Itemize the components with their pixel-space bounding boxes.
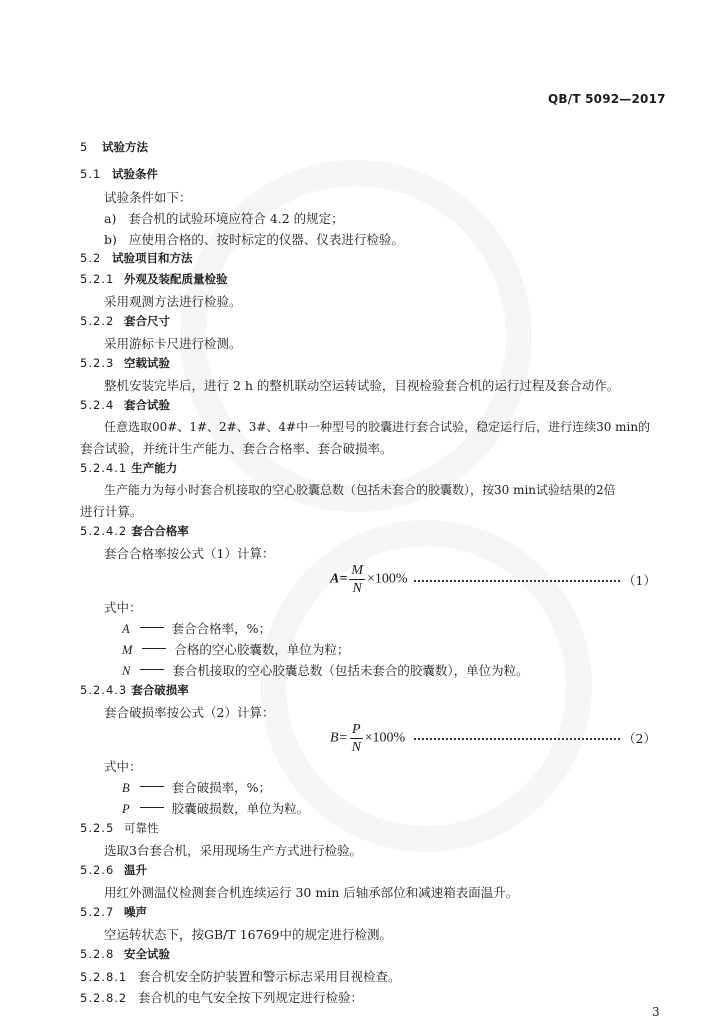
variable-definition: B 套合破损率，%； [122,780,272,795]
formula-number: （2） [623,731,656,746]
clause-5-2-8-2: 5.2.8.2 套合机的电气安全按下列规定进行检验： [80,990,364,1005]
page-number: 3 [652,1005,660,1019]
heading-5-2-5: 5.2.5 可靠性 [80,821,159,835]
variable-definition: P 胶囊破损数，单位为粒。 [122,801,310,816]
where-label: 式中： [104,600,142,615]
paragraph: 进行计算。 [80,504,143,519]
paragraph: 选取3台套合机，采用现场生产方式进行检验。 [104,843,362,858]
heading-5-2-6: 5.2.6 温升 [80,863,147,877]
heading-5-2-1: 5.2.1 外观及装配质量检验 [80,272,228,286]
heading-5-2-8: 5.2.8 安全试验 [80,947,170,961]
paragraph: 套合合格率按公式（1）计算： [104,546,275,561]
leader-dots [414,580,620,582]
paragraph: 任意选取00#、1#、2#、3#、4#中一种型号的胶囊进行套合试验，稳定运行后，进行连续30 min的 [104,420,651,434]
variable-definition: M 合格的空心胶囊数，单位为粒； [122,642,350,657]
list-item: a) 套合机的试验环境应符合 4.2 的规定； [104,211,344,226]
heading-5-2-4: 5.2.4 套合试验 [80,398,170,412]
paragraph: 整机安装完毕后，进行 2 h 的整机联动空运转试验，目视检验套合机的运行过程及套合动作。 [104,378,620,393]
watermark-ring [260,520,592,852]
clause-5-2-8-1: 5.2.8.1 套合机安全防护装置和警示标志采用目视检查。 [80,969,401,984]
heading-5: 5 试验方法 [80,140,148,154]
paragraph: 用红外测温仪检测套合机连续运行 30 min 后轴承部位和减速箱表面温升。 [104,885,519,900]
where-label: 式中： [104,759,142,774]
paragraph: 试验条件如下： [104,190,192,205]
list-item: b) 应使用合格的、按时标定的仪器、仪表进行检验。 [104,232,404,247]
standard-number: QB/T 5092—2017 [548,92,666,106]
paragraph: 生产能力为每小时套合机接取的空心胶囊总数（包括未套合的胶囊数），按30 min试验结果的2倍 [104,483,616,497]
variable-definition: N 套合机接取的空心胶囊总数（包括未套合的胶囊数），单位为粒。 [122,663,529,678]
fraction: $\frac{M}{N}$ [351,563,363,596]
paragraph: 空运转状态下，按GB/T 16769中的规定进行检测。 [104,927,392,942]
paragraph: 采用游标卡尺进行检测。 [104,336,242,351]
leader-dots [414,738,620,740]
heading-5-1: 5.1 试验条件 [80,167,158,181]
heading-5-2-4-1: 5.2.4.1 生产能力 [80,461,178,475]
heading-5-2-3: 5.2.3 空载试验 [80,356,170,370]
paragraph: 套合破损率按公式（2）计算： [104,705,275,720]
formula-2: B= $\frac{P}{N}$ ×100% [330,722,406,755]
heading-5-2-2: 5.2.2 套合尺寸 [80,314,170,328]
heading-5-2: 5.2 试验项目和方法 [80,251,193,265]
formula-1: A= $\frac{M}{N}$ ×100% [330,563,408,596]
variable-definition: A 套合合格率，%； [122,621,272,636]
fraction: $\frac{P}{N}$ [351,722,361,755]
heading-5-2-4-2: 5.2.4.2 套合合格率 [80,524,189,538]
heading-5-2-7: 5.2.7 噪声 [80,905,147,919]
formula-number: （1） [623,573,656,588]
heading-5-2-4-3: 5.2.4.3 套合破损率 [80,683,189,697]
paragraph: 套合试验，并统计生产能力、套合合格率、套合破损率。 [80,441,393,456]
paragraph: 采用观测方法进行检验。 [104,294,242,309]
